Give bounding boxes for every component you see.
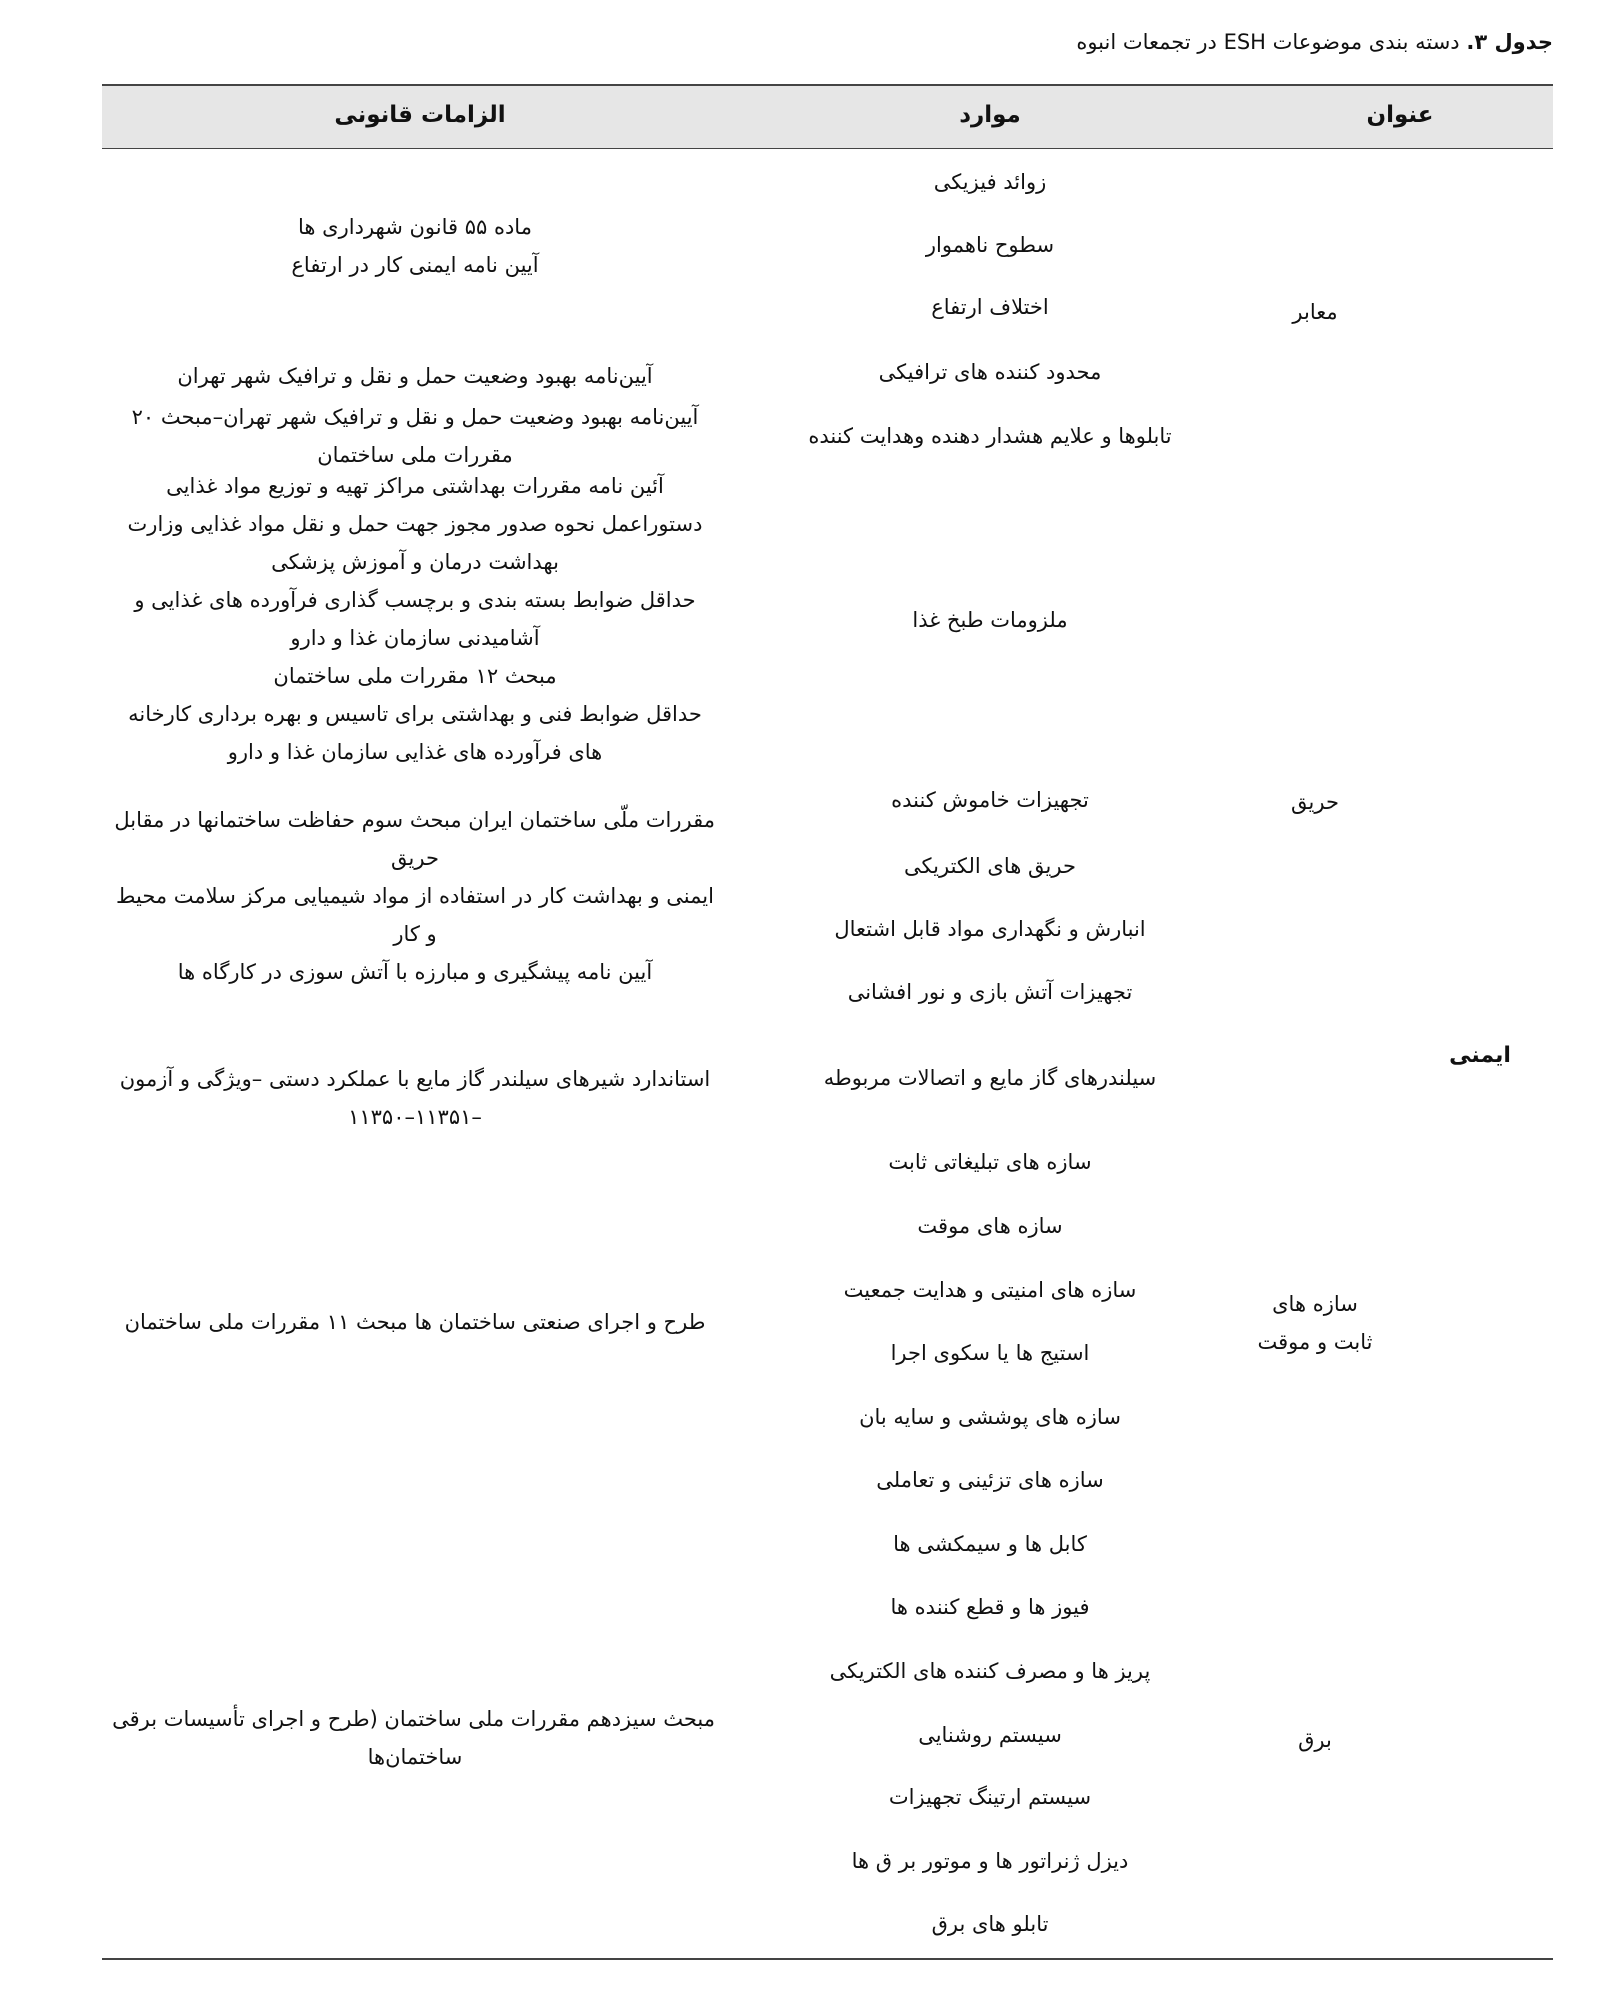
caption-label: جدول ۳. (1466, 30, 1553, 54)
law-line: آیین نامه پیشگیری و مبارزه با آتش سوزی در کارگاه ها (177, 960, 653, 984)
law-line: آیین‌نامه بهبود وضعیت حمل و نقل و ترافیک شهر تهران–مبحث ۲۰ (131, 405, 699, 429)
category-maaber: معابر (1292, 300, 1338, 324)
list-item: سازه های موقت (917, 1214, 1063, 1238)
law-line: حداقل ضوابط فنی و بهداشتی برای تاسیس و بهره برداری کارخانه (128, 702, 702, 726)
law-line: مبحث سیزدهم مقررات ملی ساختمان (طرح و اجرای تأسیسات برقی (112, 1707, 715, 1731)
list-item: سیستم روشنایی (918, 1723, 1062, 1747)
law-line: بهداشت درمان و آموزش پزشکی (271, 550, 559, 574)
law-line: و کار (393, 922, 437, 946)
list-item: پریز ها و مصرف کننده های الکتریکی (829, 1659, 1151, 1683)
list-item: فیوز ها و قطع کننده ها (890, 1595, 1090, 1619)
law-line: استاندارد شیرهای سیلندر گاز مایع با عملکرد دستی –ویژگی و آزمون (119, 1067, 711, 1091)
list-item: محدود کننده های ترافیکی (878, 360, 1102, 384)
law-line: حریق (391, 846, 439, 870)
header-laws: الزامات قانونی (334, 102, 506, 128)
list-item: انبارش و نگهداری مواد قابل اشتعال (834, 917, 1146, 941)
list-item: تجهیزات خاموش کننده (891, 788, 1089, 812)
header-items: موارد (959, 102, 1021, 128)
law-block-signs (115, 398, 715, 474)
header-title: عنوان (1366, 102, 1434, 128)
list-item: تابلوها و علایم هشدار دهنده وهدایت کننده (808, 424, 1172, 448)
list-item: اختلاف ارتفاع (931, 295, 1049, 319)
category-saze (1230, 1285, 1400, 1361)
law-line: آشامیدنی سازمان غذا و دارو (290, 626, 540, 650)
law-line: مبحث ۱۲ مقررات ملی ساختمان (273, 664, 557, 688)
list-item: ملزومات طبخ غذا (912, 608, 1068, 632)
group-label-safety: ایمنی (1449, 1043, 1511, 1068)
law-line: های فرآورده های غذایی سازمان غذا و دارو (227, 740, 603, 764)
law-line: دستوراعمل نحوه صدور مجوز جهت حمل و نقل مواد غذایی وزارت (127, 512, 703, 536)
category-saze-line2: ثابت و موقت (1257, 1330, 1373, 1354)
bottom-rule (102, 1958, 1553, 1960)
law-line: آئین نامه مقررات بهداشتی مراکز تهیه و توزیع مواد غذایی (166, 474, 664, 498)
law-block-gas (115, 1060, 715, 1136)
law-block-fire (115, 801, 715, 991)
header-rule (102, 148, 1553, 149)
law-line: ایمنی و بهداشت کار در استفاده از مواد شیمیایی مرکز سلامت محیط (116, 884, 714, 908)
category-bargh: برق (1298, 1728, 1332, 1752)
law-line: طرح و اجرای صنعتی ساختمان ها مبحث ۱۱ مقررات ملی ساختمان (124, 1310, 706, 1334)
list-item: سطوح ناهموار (925, 233, 1055, 257)
list-item: سازه های تزئینی و تعاملی (876, 1468, 1104, 1492)
law-line: ماده ۵۵ قانون شهرداری ها (298, 215, 532, 239)
list-item: تجهیزات آتش بازی و نور افشانی (847, 980, 1133, 1004)
list-item: استیج ها یا سکوی اجرا (890, 1341, 1090, 1365)
list-item: زوائد فیزیکی (933, 170, 1047, 194)
table-caption (1076, 30, 1553, 54)
list-item: تابلو های برق (931, 1912, 1049, 1936)
law-line: آیین‌نامه بهبود وضعیت حمل و نقل و ترافیک شهر تهران (177, 364, 653, 388)
list-item: کابل ها و سیمکشی ها (893, 1532, 1087, 1556)
category-saze-line1: سازه های (1272, 1292, 1358, 1316)
list-item: سازه های امنیتی و هدایت جمعیت (843, 1278, 1137, 1302)
caption-text: دسته بندی موضوعات ESH در تجمعات انبوه (1076, 30, 1467, 54)
list-item: سازه های تبلیغاتی ثابت (888, 1150, 1092, 1174)
law-block-structures (115, 1303, 715, 1341)
list-item: سیلندرهای گاز مایع و اتصالات مربوطه (823, 1066, 1157, 1090)
list-item: سازه های پوششی و سایه بان (859, 1405, 1121, 1429)
list-item: دیزل ژنراتور ها و موتور بر ق ها (851, 1849, 1129, 1873)
law-line: حداقل ضوابط بسته بندی و برچسب گذاری فرآورده های غذایی و (134, 588, 696, 612)
list-item: حریق های الکتریکی (904, 854, 1076, 878)
law-line: –۱۱۳۵۱–۱۱۳۵۰ (348, 1105, 482, 1129)
law-block-traffic (115, 357, 715, 395)
law-line: مقررات ملی ساختمان (317, 443, 513, 467)
law-line: مقررات ملّی ساختمان ایران مبحث سوم حفاظت ساختمانها در مقابل (114, 808, 715, 832)
category-harigh: حریق (1291, 790, 1339, 814)
law-line: آیین نامه ایمنی کار در ارتفاع (291, 253, 539, 277)
list-item: سیستم ارتینگ تجهیزات (888, 1785, 1092, 1809)
law-block-electric (112, 1700, 715, 1776)
law-line: ساختمان‌ها (367, 1745, 463, 1769)
law-block-maaber (115, 208, 715, 284)
law-block-food (115, 467, 715, 771)
